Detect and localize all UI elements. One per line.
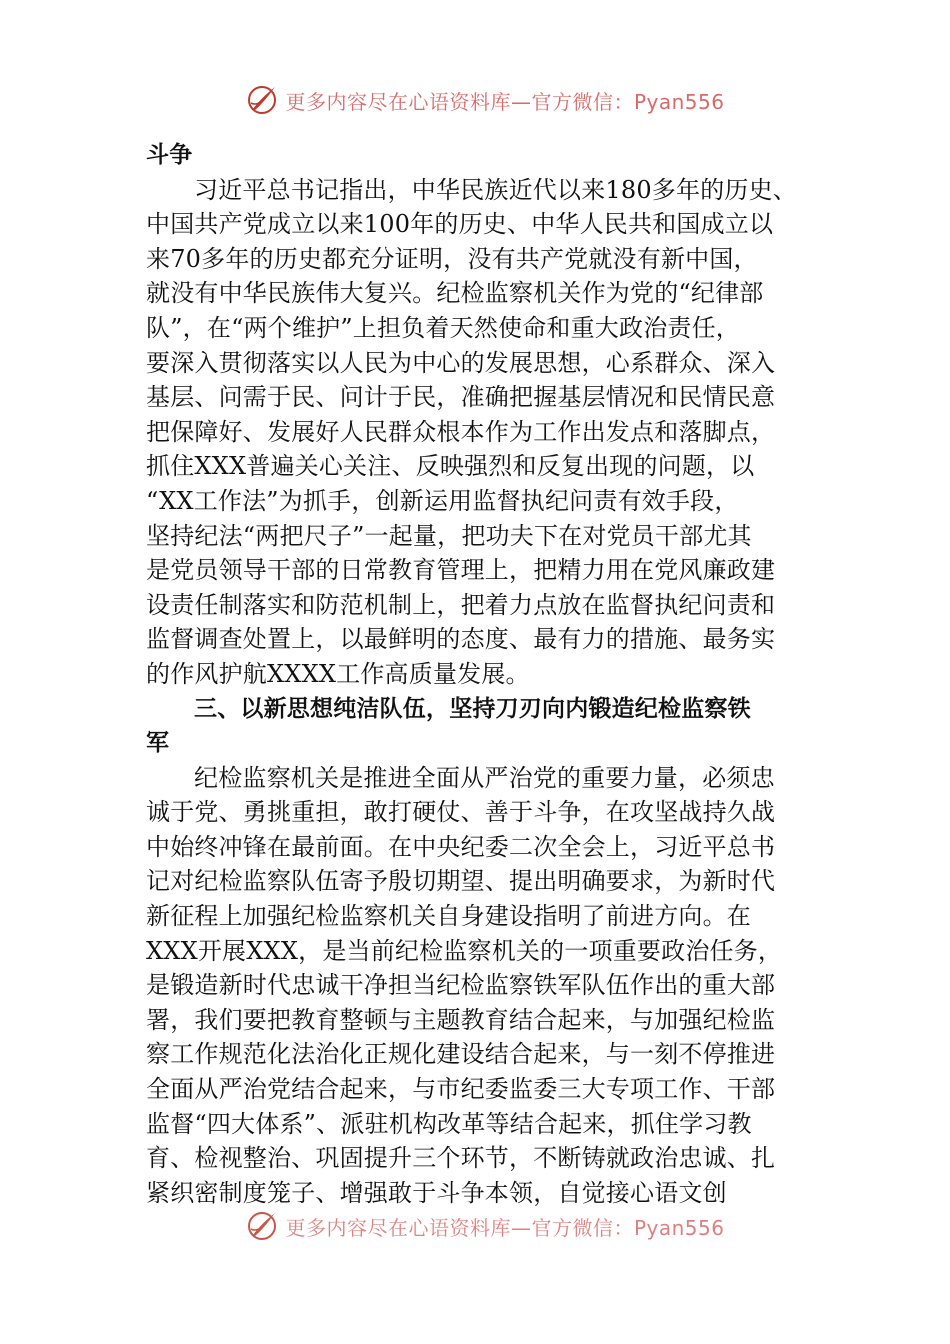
section-heading-continued: 斗争: [146, 142, 193, 168]
paragraph-line: 基层、问需于民、问计于民，准确把握基层情况和民情民意: [146, 383, 776, 412]
section-heading-continued: 军: [146, 730, 170, 757]
footer-watermark-text: 更多内容尽在心语资料库—官方微信：Pyan556: [285, 1215, 725, 1240]
paragraph-line: “XX工作法”为抓手，创新运用监督执纪问责有效手段，: [146, 486, 739, 515]
paragraph-line: 坚持纪法“两把尺子”一起量，把功夫下在对党员干部尤其: [146, 521, 752, 550]
paragraph-line: 新征程上加强纪检监察机关自身建设指明了前进方向。在: [146, 902, 751, 931]
paragraph-line: 来70多年的历史都充分证明，没有共产党就没有新中国，: [146, 244, 758, 273]
paragraph-line: 队”，在“两个维护”上担负着天然使命和重大政治责任，: [146, 313, 741, 342]
quill-logo-icon: [245, 1209, 279, 1243]
paragraph-line: 中始终冲锋在最前面。在中央纪委二次全会上，习近平总书: [146, 832, 776, 861]
paragraph-line: 把保障好、发展好人民群众根本作为工作出发点和落脚点，: [146, 417, 776, 446]
paragraph-line: 察工作规范化法治化正规化建设结合起来，与一刻不停推进: [146, 1040, 776, 1069]
paragraph-line: 要深入贯彻落实以人民为中心的发展思想，心系群众、深入: [146, 348, 776, 377]
paragraph-line: 是锻造新时代忠诚干净担当纪检监察铁军队伍作出的重大部: [146, 971, 776, 1000]
paragraph-line: 监督“四大体系”、派驻机构改革等结合起来，抓住学习教: [146, 1109, 752, 1138]
footer-watermark: [0, 1206, 950, 1246]
paragraph-line: 的作风护航XXXX工作高质量发展。: [146, 659, 530, 688]
section-heading: 三、以新思想纯洁队伍，坚持刀刃向内锻造纪检监察铁: [194, 695, 751, 722]
paragraph-line: 就没有中华民族伟大复兴。纪检监察机关作为党的“纪律部: [146, 279, 764, 308]
quill-logo-icon: [245, 83, 279, 117]
document-body: [146, 138, 816, 1210]
paragraph-line: 抓住XXX普遍关心关注、反映强烈和反复出现的问题，以: [146, 452, 755, 481]
paragraph-line: 纪检监察机关是推进全面从严治党的重要力量，必须忠: [194, 763, 775, 792]
header-watermark: [0, 80, 950, 120]
paragraph-line: 中国共产党成立以来100年的历史、中华人民共和国成立以: [146, 210, 774, 239]
paragraph-line: XXX开展XXX，是当前纪检监察机关的一项重要政治任务，: [146, 936, 783, 965]
paragraph-line: 紧织密制度笼子、增强敢于斗争本领，自觉接心语文创: [146, 1178, 727, 1207]
paragraph-line: 记对纪检监察队伍寄予殷切期望、提出明确要求，为新时代: [146, 867, 776, 896]
paragraph-line: 全面从严治党结合起来，与市纪委监委三大专项工作、干部: [146, 1075, 776, 1104]
paragraph-line: 习近平总书记指出，中华民族近代以来180多年的历史、: [194, 175, 798, 204]
paragraph-line: 设责任制落实和防范机制上，把着力点放在监督执纪问责和: [146, 590, 776, 619]
paragraph-line: 是党员领导干部的日常教育管理上，把精力用在党风廉政建: [146, 556, 776, 585]
paragraph-line: 育、检视整治、巩固提升三个环节，不断铸就政治忠诚、扎: [146, 1144, 776, 1173]
paragraph-line: 署，我们要把教育整顿与主题教育结合起来，与加强纪检监: [146, 1005, 776, 1034]
paragraph-line: 监督调查处置上，以最鲜明的态度、最有力的措施、最务实: [146, 625, 776, 654]
header-watermark-text: 更多内容尽在心语资料库—官方微信：Pyan556: [285, 89, 725, 114]
paragraph-line: 诚于党、勇挑重担，敢打硬仗、善于斗争，在攻坚战持久战: [146, 798, 776, 827]
